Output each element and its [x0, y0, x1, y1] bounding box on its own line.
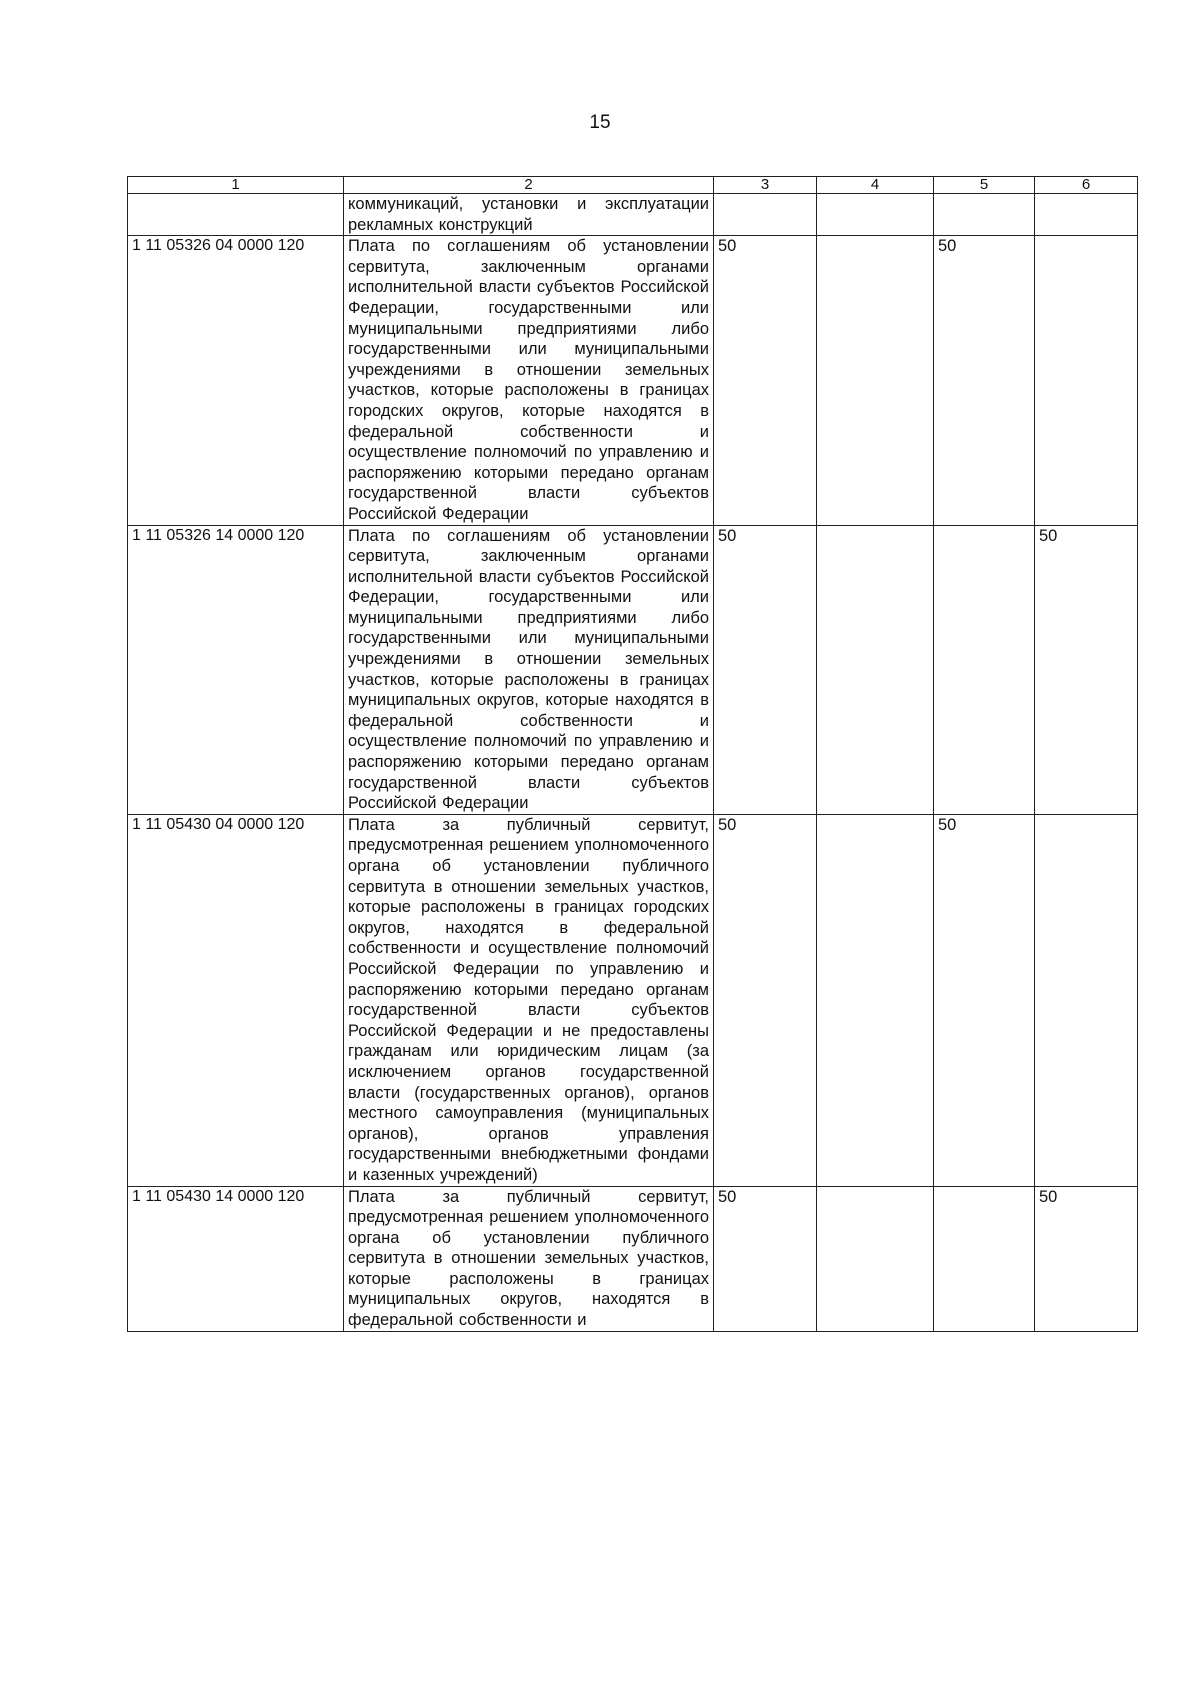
- value-cell-5: [934, 525, 1035, 814]
- column-header-4: 4: [817, 177, 934, 194]
- column-header-6: 6: [1035, 177, 1138, 194]
- value-cell-3: 50: [714, 814, 817, 1186]
- column-header-3: 3: [714, 177, 817, 194]
- value-cell-4: [817, 525, 934, 814]
- value-cell-5: 50: [934, 814, 1035, 1186]
- description-cell: Плата по соглашениям об установлении сервитута, заключенным органами исполнительной власти субъектов Российской Федерации, государственными или муниципальными предприятиями либо государственными или муниципальными учреждениями в отношении земельных участков, которые расположены в границах городских округов, которые находятся в федеральной собственности и осуществление полномочий по управлению и распоряжению которыми передано органам государственной власти субъектов Российской Федерации: [344, 236, 714, 525]
- budget-code-cell: 1 11 05430 14 0000 120: [128, 1186, 344, 1331]
- value-cell-6: 50: [1035, 1186, 1138, 1331]
- column-number-row: [128, 177, 1138, 194]
- value-cell-3: 50: [714, 1186, 817, 1331]
- table-row: [128, 194, 1138, 236]
- column-header-2: 2: [344, 177, 714, 194]
- value-cell-6: [1035, 814, 1138, 1186]
- revenue-table: [127, 176, 1138, 1332]
- budget-code-cell: 1 11 05430 04 0000 120: [128, 814, 344, 1186]
- description-cell: Плата за публичный сервитут, предусмотренная решением уполномоченного органа об установлении публичного сервитута в отношении земельных участков, которые расположены в границах муниципальных округов, находятся в федеральной собственности и: [344, 1186, 714, 1331]
- value-cell-6: [1035, 194, 1138, 236]
- description-cell: Плата по соглашениям об установлении сервитута, заключенным органами исполнительной власти субъектов Российской Федерации, государственными или муниципальными предприятиями либо государственными или муниципальными учреждениями в отношении земельных участков, которые расположены в границах муниципальных округов, которые находятся в федеральной собственности и осуществление полномочий по управлению и распоряжению которыми передано органам государственной власти субъектов Российской Федерации: [344, 525, 714, 814]
- value-cell-3: 50: [714, 525, 817, 814]
- budget-code-cell: 1 11 05326 04 0000 120: [128, 236, 344, 525]
- value-cell-4: [817, 194, 934, 236]
- description-cell: Плата за публичный сервитут, предусмотренная решением уполномоченного органа об установлении публичного сервитута в отношении земельных участков, которые расположены в границах городских округов, находятся в федеральной собственности и осуществление полномочий Российской Федерации по управлению и распоряжению которыми передано органам государственной власти субъектов Российской Федерации и не предоставлены гражданам или юридическим лицам (за исключением органов государственной власти (государственных органов), органов местного самоуправления (муниципальных органов), органов управления государственными внебюджетными фондами и казенных учреждений): [344, 814, 714, 1186]
- budget-code-cell: 1 11 05326 14 0000 120: [128, 525, 344, 814]
- table-row: [128, 236, 1138, 525]
- value-cell-5: [934, 1186, 1035, 1331]
- description-cell: коммуникаций, установки и эксплуатации рекламных конструкций: [344, 194, 714, 236]
- value-cell-4: [817, 1186, 934, 1331]
- value-cell-4: [817, 814, 934, 1186]
- value-cell-4: [817, 236, 934, 525]
- column-header-1: 1: [128, 177, 344, 194]
- table-row: [128, 1186, 1138, 1331]
- table-row: [128, 525, 1138, 814]
- table-row: [128, 814, 1138, 1186]
- value-cell-5: [934, 194, 1035, 236]
- value-cell-3: [714, 194, 817, 236]
- page-number: 15: [589, 112, 611, 133]
- value-cell-3: 50: [714, 236, 817, 525]
- value-cell-6: 50: [1035, 525, 1138, 814]
- value-cell-5: 50: [934, 236, 1035, 525]
- budget-code-cell: [128, 194, 344, 236]
- value-cell-6: [1035, 236, 1138, 525]
- column-header-5: 5: [934, 177, 1035, 194]
